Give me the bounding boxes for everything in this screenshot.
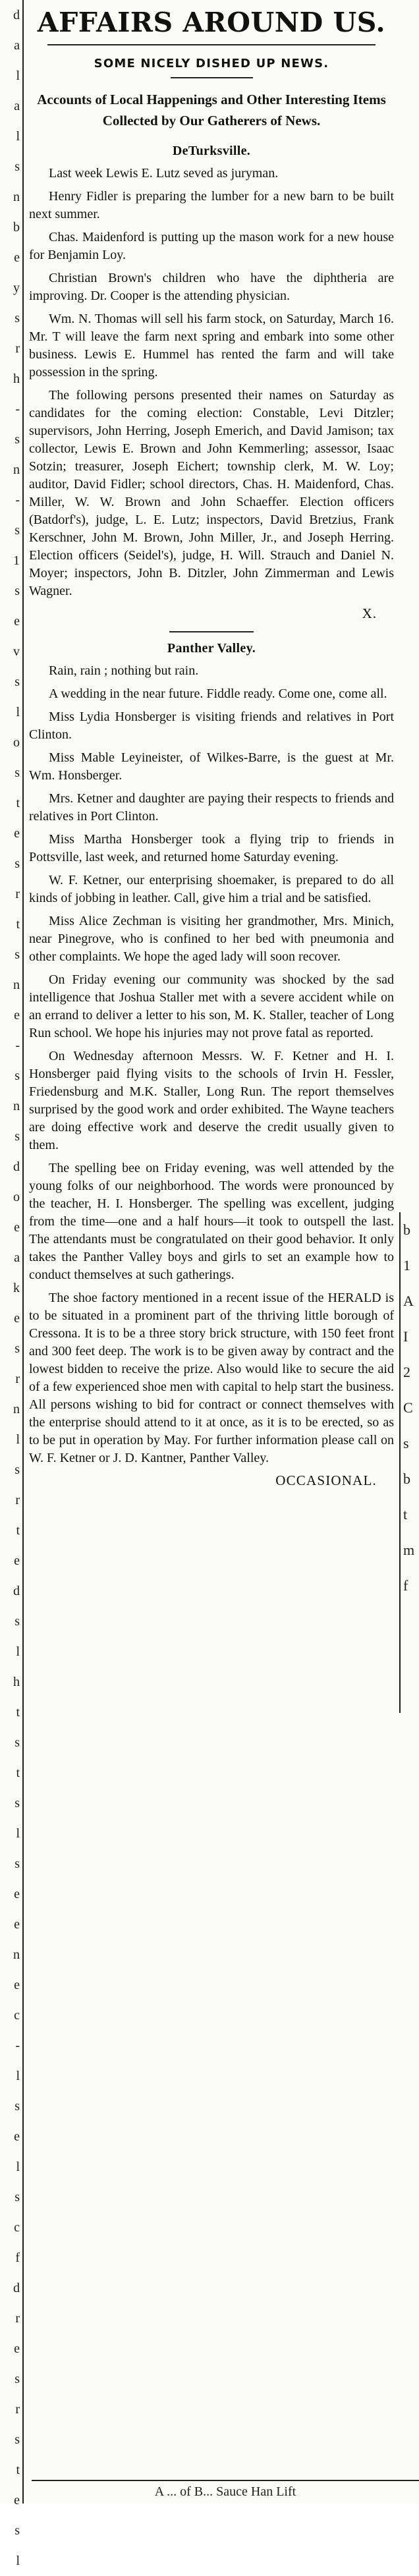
left-column-fragment: r bbox=[15, 1493, 20, 1507]
left-column-fragment: a bbox=[14, 38, 20, 53]
article-subhead: SOME NICELY DISHED UP NEWS. bbox=[94, 57, 329, 70]
right-column-fragment: I bbox=[403, 1328, 408, 1345]
left-column-fragment: t bbox=[16, 796, 20, 810]
article-headline: AFFAIRS AROUND US. bbox=[37, 7, 386, 38]
news-item: Rain, rain ; nothing but rain. bbox=[49, 663, 199, 678]
left-column-fragment: e bbox=[14, 1008, 20, 1022]
left-column-cropped-text bbox=[0, 0, 24, 2568]
left-column-fragment: l bbox=[16, 69, 20, 83]
left-column-fragment: l bbox=[16, 129, 20, 144]
left-column-fragment: c bbox=[14, 2008, 20, 2023]
left-column-fragment: l bbox=[16, 1644, 20, 1659]
left-column-fragment: l bbox=[16, 2069, 20, 2083]
left-column-fragment: e bbox=[14, 1220, 20, 1235]
section-signature: OCCASIONAL. bbox=[275, 1472, 377, 1488]
left-column-fragment: y bbox=[13, 281, 20, 295]
news-item: Chas. Maidenford is putting up the mason work for a new house for Benjamin Loy. bbox=[29, 230, 394, 262]
left-column-fragment: n bbox=[13, 1099, 20, 1113]
left-column-fragment: s bbox=[14, 856, 20, 871]
right-column-fragment: f bbox=[403, 1577, 408, 1594]
left-column-fragment: s bbox=[14, 1614, 20, 1629]
left-column-fragment: l bbox=[16, 2554, 20, 2568]
left-column-fragment: k bbox=[13, 1281, 20, 1295]
left-column-fragment: e bbox=[14, 614, 20, 629]
news-item: Wm. N. Thomas will sell his farm stock, on Saturday, March 16. Mr. T will leave the farm next spring and embark into some other business. Lewis E. Hummel has rented the farm and will take possession in the spring. bbox=[29, 312, 394, 379]
right-column-fragment: s bbox=[403, 1435, 409, 1451]
left-column-fragment: s bbox=[14, 1463, 20, 1477]
news-item: Henry Fidler is preparing the lumber for a new barn to be built next summer. bbox=[29, 189, 394, 221]
left-column-fragment: s bbox=[14, 1129, 20, 1144]
left-column-fragment: o bbox=[13, 1190, 20, 1204]
news-item: On Wednesday afternoon Messrs. W. F. Ketner and H. I. Honsberger paid flying visits to the schools of Irvin H. Fessler, Friedensburg and M.K. Staller, Long Run. The report themselves surprised by the good work and order exhibited. The Wayne teachers are doing effective work and deserve the credit usually given to them. bbox=[29, 1049, 394, 1152]
left-column-fragment: s bbox=[14, 2190, 20, 2204]
left-column-fragment: s bbox=[14, 159, 20, 174]
left-column-fragment: e bbox=[14, 826, 20, 841]
news-item: Miss Mable Leyineister, of Wilkes-Barre, is the guest at Mr. Wm. Honsberger. bbox=[29, 750, 394, 783]
right-column-fragment: 1 bbox=[403, 1257, 410, 1274]
left-column-fragment: s bbox=[14, 1069, 20, 1083]
left-column-fragment: s bbox=[14, 947, 20, 962]
right-column-fragment: m bbox=[403, 1542, 415, 1558]
right-column-fragment: 2 bbox=[403, 1364, 410, 1380]
deturksville-section bbox=[28, 142, 395, 623]
left-column-fragment: t bbox=[16, 1705, 20, 1720]
left-column-fragment: s bbox=[14, 766, 20, 780]
right-column-cropped-text bbox=[399, 1212, 419, 1713]
right-column-fragment: t bbox=[403, 1506, 408, 1523]
left-column-fragment: e bbox=[14, 1887, 20, 1901]
news-item: The spelling bee on Friday evening, was well attended by the young folks of our neighborhood. The words were pronounced by the teacher, H. I. Honsberger. The spelling was excellent, judging from the time—one and a half hours—it took to outspell the last. The attendants must be congratulated on their good behavior. It only takes the Panther Valley boys and girls to set an example how to conduct themselves at such gatherings. bbox=[29, 1161, 394, 1282]
left-column-fragment: v bbox=[13, 644, 20, 659]
panther-valley-section bbox=[28, 639, 395, 1490]
news-item: The shoe factory mentioned in a recent issue of the HERALD is to be situated in a prominent part of the thriving little borough of Cressona. It is to be a three story brick structure, with 150 feet front and 300 feet deep. The work is to be given away by contract and the lowest bidden to receive the prize. Also would like to secure the aid of a few experienced shoe men with capital to help start the business. All persons wishing to bid for contract or connect themselves with the enterprise should attend to it at once, as it is to be erected, so as to be put in operation by May. For further information please call on W. F. Ketner or J. D. Kantner, Panther Valley. bbox=[29, 1291, 394, 1465]
left-column-fragment: a bbox=[14, 99, 20, 113]
left-column-fragment: e bbox=[14, 2341, 20, 2356]
left-column-fragment: e bbox=[14, 1917, 20, 1932]
article-deck: Accounts of Local Happenings and Other Interesting Items Collected by Our Gatherers of News. bbox=[37, 92, 386, 128]
news-item: Miss Martha Honsberger took a flying trip to friends in Pottsville, last week, and returned home Saturday evening. bbox=[29, 832, 394, 864]
left-column-fragment: s bbox=[14, 1796, 20, 1810]
left-column-fragment: s bbox=[14, 675, 20, 689]
left-column-fragment: t bbox=[16, 1766, 20, 1780]
left-column-fragment: n bbox=[13, 1402, 20, 1416]
news-item: Miss Lydia Honsberger is visiting friends and relatives in Port Clinton. bbox=[29, 710, 394, 742]
left-column-fragment: - bbox=[15, 1038, 20, 1053]
left-column-fragment: s bbox=[14, 2372, 20, 2386]
left-column-fragment: s bbox=[14, 311, 20, 325]
left-column-fragment: t bbox=[16, 1523, 20, 1538]
left-column-fragment: h bbox=[13, 372, 20, 386]
left-column-fragment: - bbox=[15, 402, 20, 416]
left-column-fragment: d bbox=[13, 1584, 20, 1598]
left-column-fragment: r bbox=[15, 1372, 20, 1386]
left-column-fragment: e bbox=[14, 2129, 20, 2144]
left-column-fragment: s bbox=[14, 2099, 20, 2114]
subhead-rule bbox=[171, 77, 253, 78]
left-column-fragment: s bbox=[14, 1735, 20, 1750]
left-column-fragment: l bbox=[16, 705, 20, 719]
left-column-fragment: l bbox=[16, 2160, 20, 2174]
left-column-fragment: s bbox=[14, 1857, 20, 1871]
left-column-fragment: e bbox=[14, 1978, 20, 1992]
section-title-deturksville: DeTurksville. bbox=[172, 144, 251, 158]
news-item: Mrs. Ketner and daughter are paying their respects to friends and relatives in Port Clinton. bbox=[29, 791, 394, 824]
left-column-fragment: - bbox=[15, 493, 20, 507]
news-item: The following persons presented their names on Saturday as candidates for the coming election: Constable, Levi Ditzler; supervisors, John Herring, Joseph Emerich, and David Jamison; tax collector, Lewis E. Brown and John Kemmerling; assessor, Isaac Sotzin; treasurer, Joseph Eichert; township clerk, M. W. Loy; auditor, David Fidler; school directors, Chas. H. Maidenford, Chas. Miller, W. W. Brown and John Schaeffer. Election officers (Batdorf's), judge, L. E. Lutz; inspectors, David Bretzius, Frank Kerschner, John M. Brown, John Miller, Jr., and Joseph Herring. Election officers (Seidel's), judge, H. Will. Strauch and Daniel N. Moyer; inspectors, John B. Ditzler, John Zimmerman and Lewis Wagner. bbox=[29, 388, 394, 598]
section-title-panther-valley: Panther Valley. bbox=[167, 641, 256, 656]
left-column-fragment: s bbox=[14, 2523, 20, 2538]
left-column-fragment: 1 bbox=[13, 553, 20, 568]
left-column-fragment: c bbox=[14, 2220, 20, 2235]
left-column-fragment: r bbox=[15, 2311, 20, 2326]
left-column-fragment: e bbox=[14, 1554, 20, 1568]
cropped-next-headline: A ... of B... Sauce Han Lift bbox=[32, 2480, 419, 2504]
left-column-fragment: d bbox=[13, 1160, 20, 1174]
left-column-fragment: s bbox=[14, 2432, 20, 2447]
left-column-fragment: h bbox=[13, 1675, 20, 1689]
news-item: Christian Brown's children who have the diphtheria are improving. Dr. Cooper is the attending physician. bbox=[29, 271, 394, 303]
left-column-fragment: n bbox=[13, 190, 20, 204]
left-column-fragment: r bbox=[15, 2402, 20, 2417]
news-item: Miss Alice Zechman is visiting her grandmother, Mrs. Minich, near Pinegrove, who is confined to her bed with pneumonia and other complaints. We hope the aged lady will soon recover. bbox=[29, 914, 394, 964]
left-column-fragment: r bbox=[15, 887, 20, 901]
section-divider bbox=[169, 631, 254, 632]
news-item: W. F. Ketner, our enterprising shoemaker, is prepared to do all kinds of jobbing in leather. Call, give him a trial and be satisfied. bbox=[29, 873, 394, 905]
left-column-fragment: n bbox=[13, 978, 20, 992]
left-column-fragment: t bbox=[16, 2463, 20, 2477]
left-column-fragment: e bbox=[14, 1311, 20, 1326]
left-column-fragment: l bbox=[16, 1826, 20, 1841]
left-column-fragment: d bbox=[13, 8, 20, 22]
left-column-fragment: s bbox=[14, 1341, 20, 1356]
left-column-fragment: t bbox=[16, 917, 20, 932]
left-column-fragment: e bbox=[14, 2493, 20, 2507]
news-item: On Friday evening our community was shocked by the sad intelligence that Joshua Staller met with a severe accident while on an errand to deliver a letter to his son, M. K. Staller, teacher of Long Run school. We hope his injuries may not prove fatal as reported. bbox=[29, 972, 394, 1040]
right-column-fragment: C bbox=[403, 1399, 413, 1416]
news-item: A wedding in the near future. Fiddle ready. Come one, come all. bbox=[49, 686, 387, 701]
right-column-fragment: A bbox=[403, 1293, 414, 1309]
news-item: Last week Lewis E. Lutz seved as juryman. bbox=[49, 166, 279, 181]
left-column-fragment: d bbox=[13, 2281, 20, 2295]
left-column-fragment: r bbox=[15, 341, 20, 356]
left-column-fragment: s bbox=[14, 432, 20, 447]
affairs-around-us-article bbox=[28, 0, 395, 2509]
section-signature: X. bbox=[362, 605, 377, 621]
left-column-fragment: - bbox=[15, 2038, 20, 2053]
headline-rule bbox=[47, 44, 376, 45]
right-column-fragment: b bbox=[403, 1221, 410, 1238]
left-column-fragment: n bbox=[13, 1947, 20, 1962]
left-column-fragment: s bbox=[14, 523, 20, 538]
left-column-fragment: l bbox=[16, 1432, 20, 1447]
left-column-fragment: a bbox=[14, 1250, 20, 1265]
left-column-fragment: s bbox=[14, 584, 20, 598]
left-column-fragment: n bbox=[13, 462, 20, 477]
right-column-fragment: b bbox=[403, 1470, 410, 1487]
left-column-fragment: b bbox=[13, 220, 20, 235]
left-column-fragment: o bbox=[13, 735, 20, 750]
left-column-fragment: f bbox=[15, 2251, 20, 2265]
left-column-fragment: e bbox=[14, 250, 20, 265]
